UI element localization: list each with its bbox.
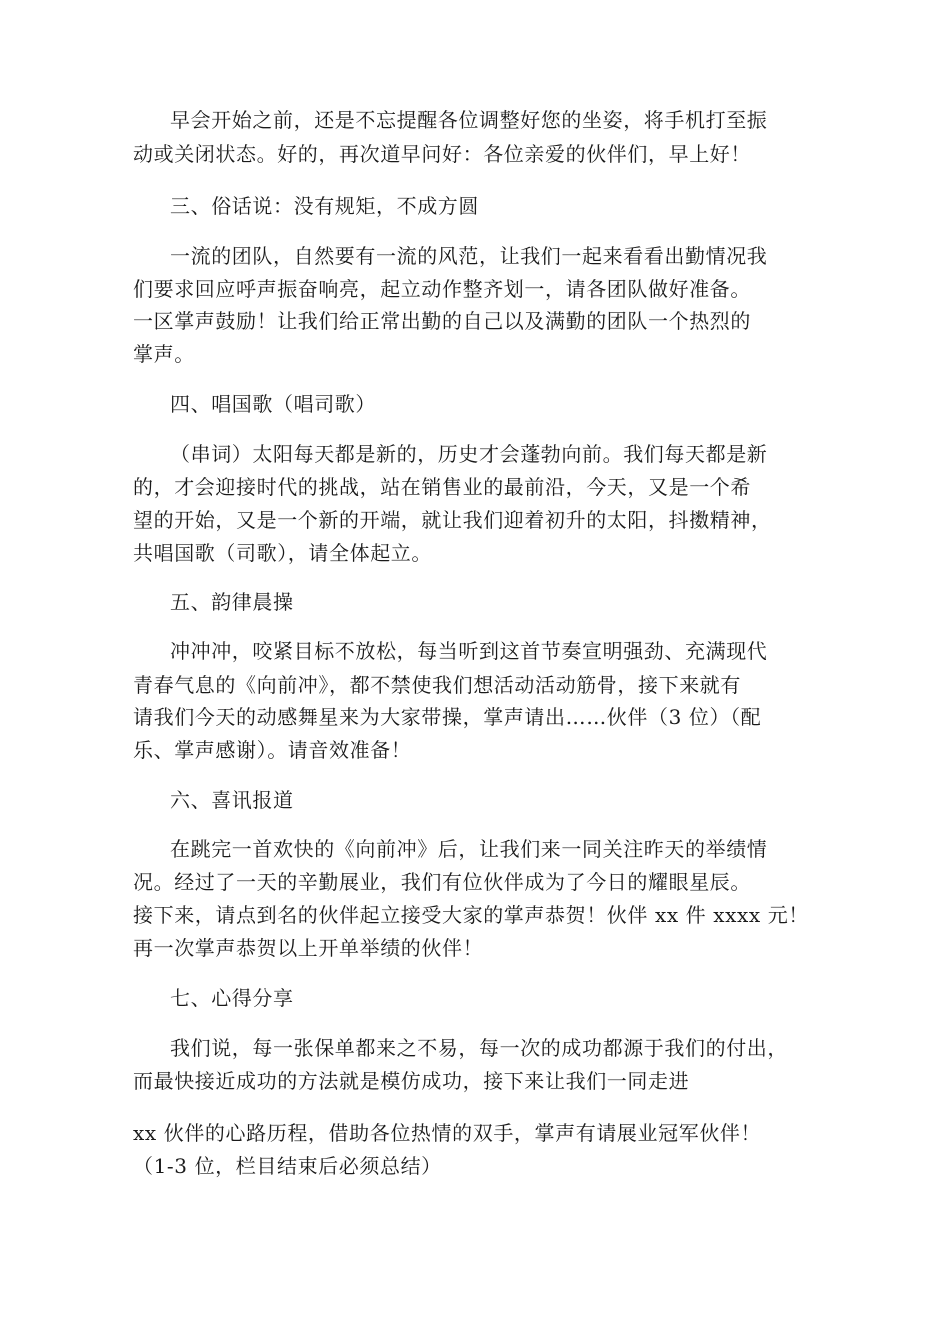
paragraph-line: （串词）太阳每天都是新的，历史才会蓬勃向前。我们每天都是新 — [170, 442, 768, 466]
section-heading: 三、俗话说：没有规矩，不成方圆 — [170, 194, 479, 218]
paragraph-line: 而最快接近成功的方法就是模仿成功，接下来让我们一同走进 — [133, 1069, 690, 1093]
paragraph-line: 接下来，请点到名的伙伴起立接受大家的掌声恭贺！伙伴 xx 件 xxxx 元！ — [133, 903, 809, 927]
paragraph-line: 望的开始，又是一个新的开端，就让我们迎着初升的太阳，抖擞精神， — [133, 508, 772, 532]
paragraph-line: 的，才会迎接时代的挑战，站在销售业的最前沿，今天，又是一个希 — [133, 475, 751, 499]
paragraph-line: （1-3 位，栏目结束后必须总结） — [133, 1154, 442, 1178]
paragraph-line: 共唱国歌（司歌），请全体起立。 — [133, 541, 432, 565]
paragraph-line: 一流的团队，自然要有一流的风范，让我们一起来看看出勤情况我 — [170, 244, 768, 268]
paragraph-line: 一区掌声鼓励！让我们给正常出勤的自己以及满勤的团队一个热烈的 — [133, 309, 751, 333]
paragraph-line: xx 伙伴的心路历程，借助各位热情的双手，掌声有请展业冠军伙伴！ — [133, 1121, 762, 1145]
paragraph-line: 再一次掌声恭贺以上开单举绩的伙伴！ — [133, 936, 484, 960]
paragraph-line: 我们说，每一张保单都来之不易，每一次的成功都源于我们的付出， — [170, 1036, 788, 1060]
paragraph-line: 请我们今天的动感舞星来为大家带操，掌声请出……伙伴（3 位）（配 — [133, 705, 762, 729]
paragraph-line: 动或关闭状态。好的，再次道早问好：各位亲爱的伙伴们，早上好！ — [133, 142, 751, 166]
section-heading: 六、喜讯报道 — [170, 788, 294, 812]
section-heading: 五、韵律晨操 — [170, 590, 294, 614]
paragraph-line: 掌声。 — [133, 342, 195, 366]
paragraph-line: 们要求回应呼声振奋响亮，起立动作整齐划一，请各团队做好准备。 — [133, 277, 751, 301]
paragraph-line: 在跳完一首欢快的《向前冲》后，让我们来一同关注昨天的举绩情 — [170, 837, 768, 861]
paragraph-line: 况。经过了一天的辛勤展业，我们有位伙伴成为了今日的耀眼星辰。 — [133, 870, 751, 894]
paragraph-line: 乐、掌声感谢）。请音效准备！ — [133, 738, 412, 762]
section-heading: 七、心得分享 — [170, 986, 294, 1010]
section-heading: 四、唱国歌（唱司歌） — [170, 392, 376, 416]
paragraph-line: 早会开始之前，还是不忘提醒各位调整好您的坐姿，将手机打至振 — [170, 108, 768, 132]
paragraph-line: 冲冲冲，咬紧目标不放松，每当听到这首节奏宣明强劲、充满现代 — [170, 639, 768, 663]
paragraph-line: 青春气息的《向前冲》，都不禁使我们想活动活动筋骨，接下来就有 — [133, 673, 741, 697]
